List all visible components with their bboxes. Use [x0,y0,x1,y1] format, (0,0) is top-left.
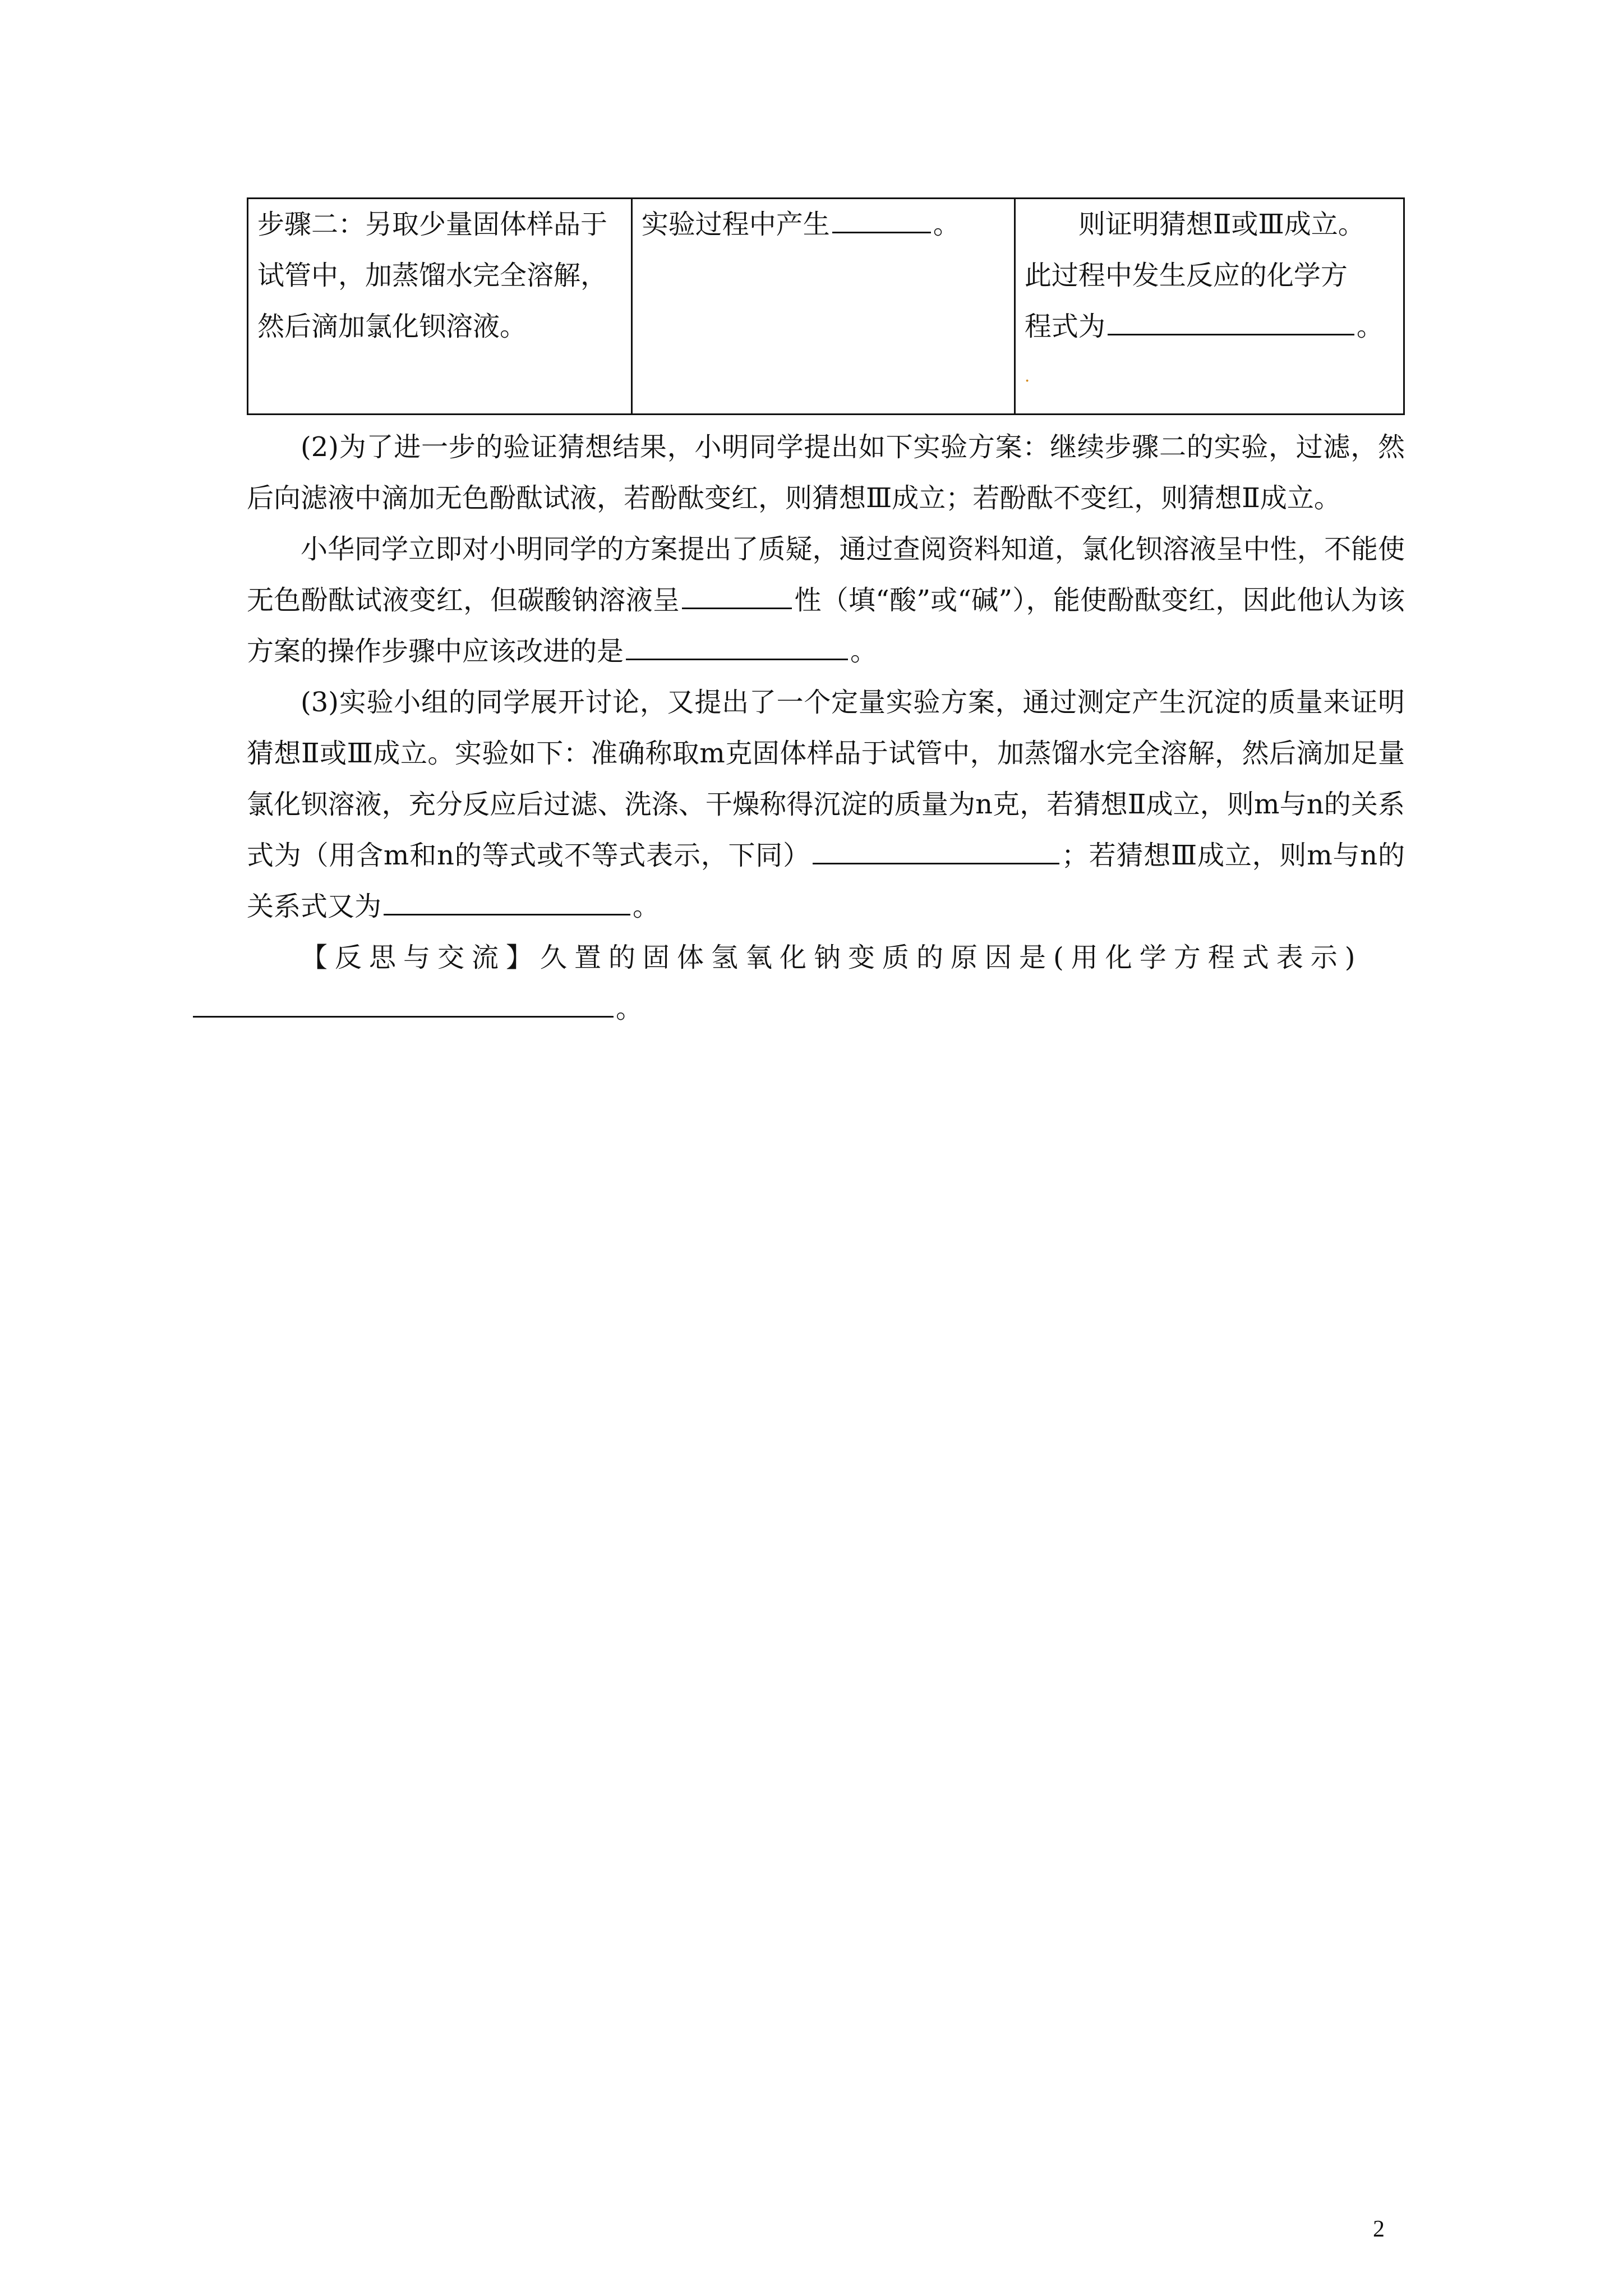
page-content [247,197,1405,1034]
conclusion-line1: 则证明猜想Ⅱ或Ⅲ成立。 [1078,209,1365,240]
relation-2-blank[interactable] [813,835,1059,864]
question-2-text: (2)为了进一步的验证猜想结果，小明同学提出如下实验方案：继续步骤二的实验，过滤，然后向滤液中滴加无色酚酞试液，若酚酞变红，则猜想Ⅲ成立；若酚酞不变红，则猜想Ⅱ成立。 [247,431,1405,514]
doubt-suffix: 。 [850,636,878,667]
doubt-mid: 性（填“酸”或“碱”），能使酚酞变红，因此他认为该方案的操作步骤中应该改进的是 [247,585,1405,667]
question-3-paragraph [247,677,1405,932]
conclusion-line3-prefix: 程式为 [1024,311,1105,342]
stray-mark: · [1024,371,1030,391]
conclusion-line2: 此过程中发生反应的化学方 [1024,260,1348,291]
page-number: 2 [1373,2216,1385,2242]
phenomenon-cell [631,199,1015,415]
doubt-paragraph [247,524,1405,677]
improvement-blank[interactable] [626,631,848,660]
question-3-prefix: (3)实验小组的同学展开讨论，又提出了一个定量实验方案，通过测定产生沉淀的质量来证明猜想Ⅱ或Ⅲ成立。实验如下：准确称取m克固体样品于试管中，加蒸馏水完全溶解，然后滴加足量氯化钡溶液，充分反应后过滤、洗涤、干燥称得沉淀的质量为n克，若猜想Ⅱ成立，则m与n的关系式为（用含m和n的等式或不等式表示，下同） [247,687,1405,871]
step-cell [248,199,632,415]
table-row [248,199,1404,415]
experiment-table [247,197,1405,415]
reflection-paragraph [247,932,1405,1034]
step-text: 步骤二：另取少量固体样品于试管中，加蒸馏水完全溶解，然后滴加氯化钡溶液。 [257,209,608,342]
doubt-prefix: 小华同学立即对小明同学的方案提出了质疑，通过查阅资料知道，氯化钡溶液呈中性，不能使无色酚酞试液变红，但碳酸钠溶液呈 [247,533,1405,616]
question-3-mid: ；若猜想Ⅲ成立，则m与n的关系式又为 [247,840,1405,922]
phenomenon-prefix: 实验过程中产生 [641,209,830,240]
question-3-suffix: 。 [633,891,660,922]
reflection-suffix: 。 [616,993,643,1024]
conclusion-line3-suffix: 。 [1356,311,1384,342]
question-2-paragraph [247,422,1405,524]
phenomenon-suffix: 。 [933,209,960,240]
reflection-blank[interactable] [193,988,614,1018]
equation-blank[interactable] [1108,306,1354,335]
acid-base-blank[interactable] [682,579,792,609]
phenomenon-blank[interactable] [832,204,931,233]
reflection-prefix: 【反思与交流】久置的固体氢氧化钠变质的原因是(用化学方程式表示) [301,942,1363,973]
relation-3-blank[interactable] [384,886,630,915]
conclusion-cell [1015,199,1404,415]
